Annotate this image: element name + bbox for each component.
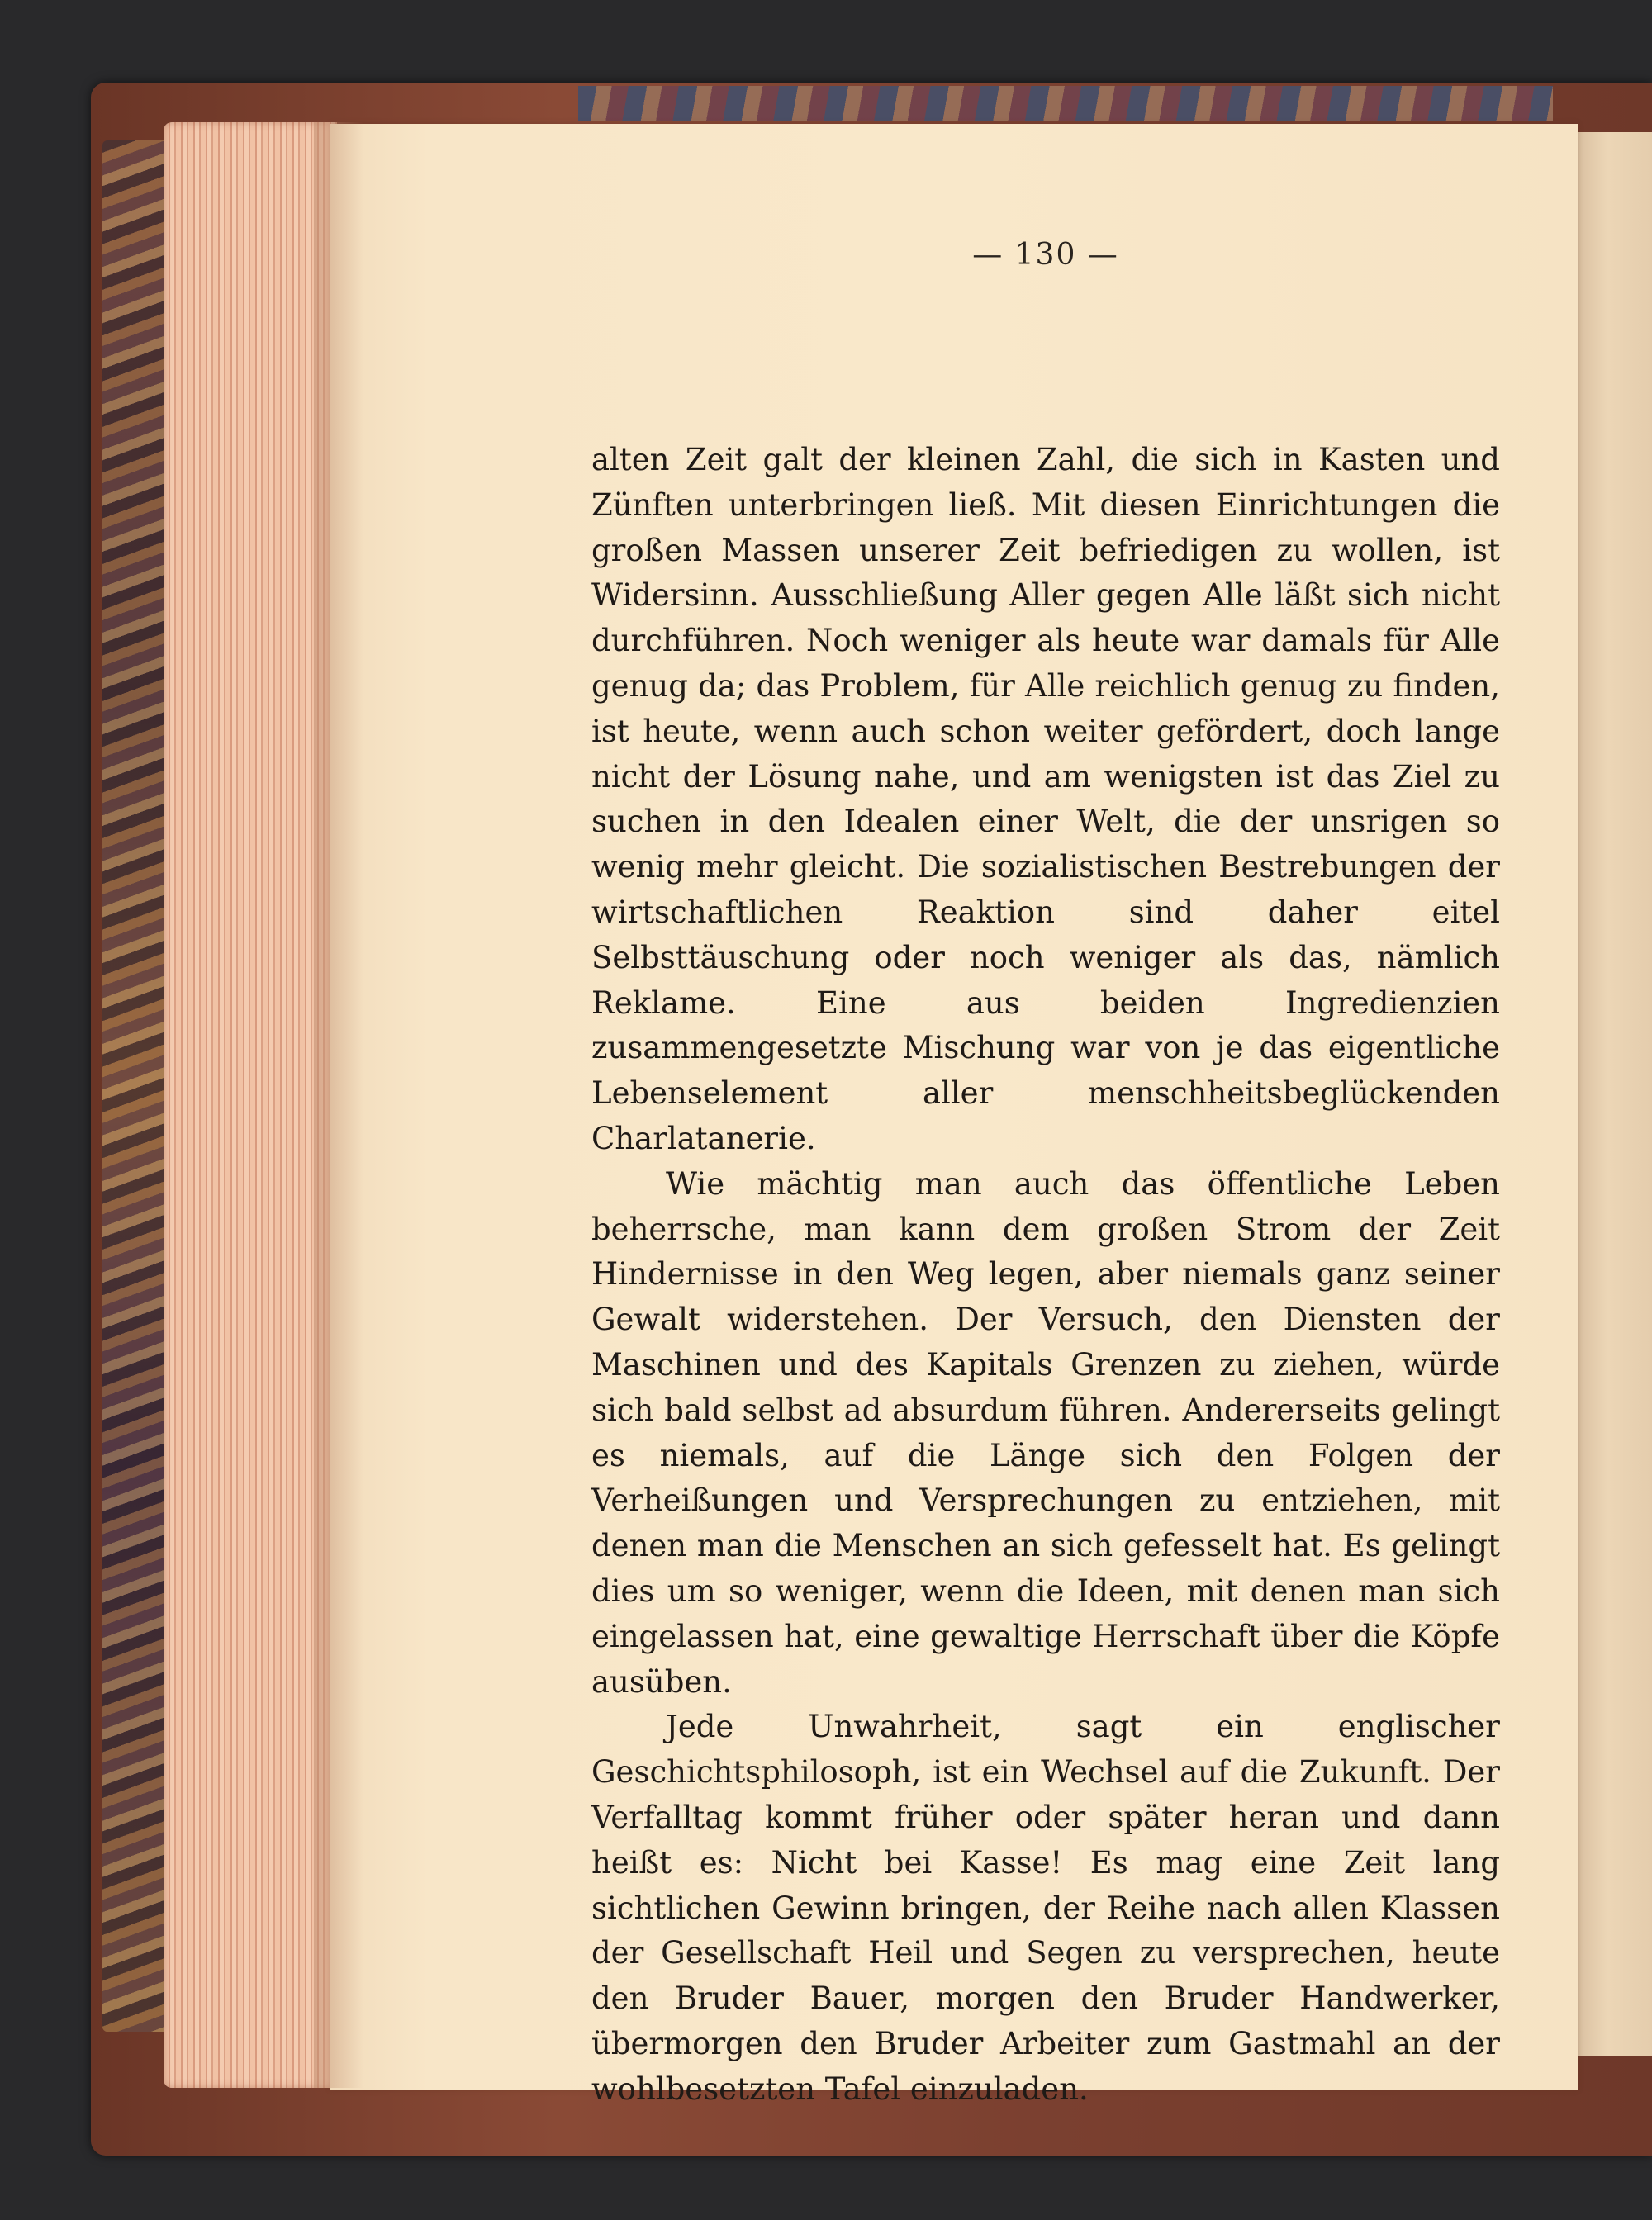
paragraph: alten Zeit galt der kleinen Zahl, die sich in Kasten und Zünften unterbringen ließ. Mit diesen Einrichtungen die großen Massen unserer Zeit befriedigen zu wollen, ist Widersinn. Ausschließung Aller gegen Alle läßt sich nicht durchführen. Noch weniger als heute war damals für Alle genug da; das Problem, für Alle reichlich genug zu finden, ist heute, wenn auch schon weiter gefördert, doch lange nicht der Lösung nahe, und am wenigsten ist das Ziel zu suchen in den Idealen einer Welt, die der unsrigen so wenig mehr gleicht. Die sozialistischen Bestrebungen der wirtschaftlichen Reaktion sind daher eitel Selbsttäuschung oder noch weniger als das, nämlich Reklame. Eine aus beiden Ingredienzien zusammengesetzte Mischung war von je das eigentliche Lebenselement aller menschheitsbeglückenden Charlatanerie. [591, 442, 1500, 1156]
page-edges-stack [164, 122, 337, 2088]
marbled-endpaper-left [102, 140, 169, 2032]
next-page-edge [1574, 132, 1652, 2056]
marbled-endpaper-top [578, 86, 1553, 121]
page-number: — 130 — [972, 238, 1119, 272]
paragraph: Wie mächtig man auch das öffentliche Leben beherrsche, man kann dem großen Strom der Zeit Hindernisse in den Weg legen, aber niemals ganz seiner Gewalt widerstehen. Der Versuch, den Diensten der Maschinen und des Kapitals Grenzen zu ziehen, würde sich bald selbst ad absurdum führen. Andererseits gelingt es niemals, auf die Länge sich den Folgen der Verheißungen und Versprechungen zu entziehen, mit denen man die Menschen an sich gefesselt hat. Es gelingt dies um so weniger, wenn die Ideen, mit denen man sich eingelassen hat, eine gewaltige Herrschaft über die Köpfe ausüben. [591, 1165, 1500, 1700]
body-text [591, 438, 1500, 2112]
spine-shadow [314, 122, 363, 2088]
paragraph: Jede Unwahrheit, sagt ein englischer Geschichtsphilosoph, ist ein Wechsel auf die Zukunft. Der Verfalltag kommt früher oder später heran und dann heißt es: Nicht bei Kasse! Es mag eine Zeit lang sichtlichen Gewinn bringen, der Reihe nach allen Klassen der Gesellschaft Heil und Segen zu versprechen, heute den Bruder Bauer, morgen den Bruder Handwerker, übermorgen den Bruder Arbeiter zum Gastmahl an der wohlbesetzten Tafel einzuladen. [591, 1709, 1500, 2107]
